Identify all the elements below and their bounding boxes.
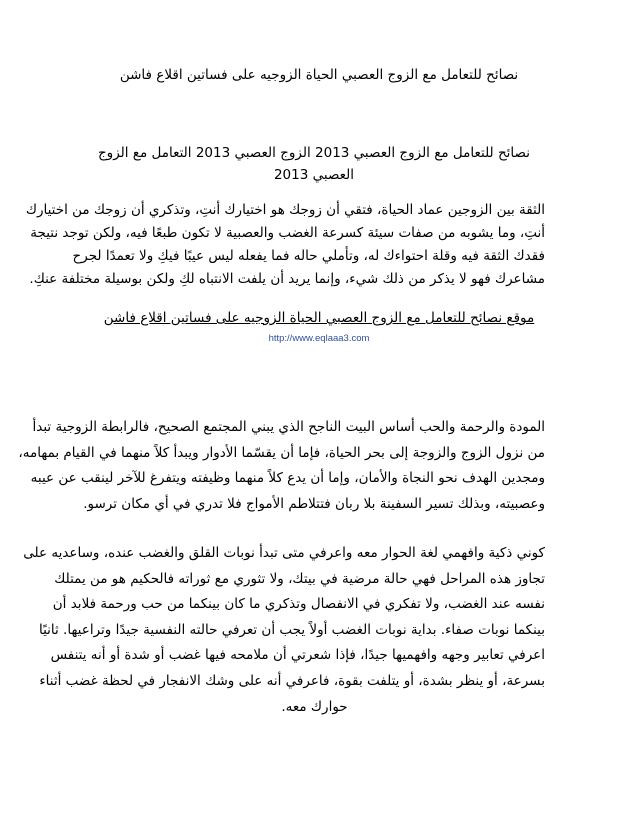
document-title: نصائح للتعامل مع الزوج العصبي الحياة الزوجيه على فساتين اقلاع فاشن: [119, 67, 519, 83]
paragraph-line: من نزول الزوج والزوجة إلى بحر الحياة، فإما أن يقسّما الأدوار ويبدأ كلاً منهما في القيام بمهامه،: [18, 444, 545, 461]
paragraph-line: وعصبيته، وبذلك تسير السفينة بلا ربان فتتلاطم الأمواج فلا تدري في أي مكان ترسو.: [83, 495, 545, 512]
paragraph-trust: [25, 199, 545, 291]
paragraph-line: بسرعة، أو ينظر بشدة، أو يتلفت بقوة، فاعرفي أنه على وشك الانفجار في لحظة غضب أثناء: [39, 672, 545, 689]
document-subtitle: نصائح للتعامل مع الزوج العصبي 2013 الزوج العصبي 2013 التعامل مع الزوج العصبي 2013: [97, 145, 531, 183]
paragraph-line: الثقة بين الزوجين عماد الحياة، فتقي أن زوجك هو اختيارك أنتِ، وتذكري أن زوجك من اختيارك: [25, 202, 545, 218]
paragraph-love: [18, 415, 545, 517]
paragraph-advice: [23, 541, 545, 720]
paragraph-line: فقدك الثقة فيه وقلة احتواءك له، وتأملي حاله فما يفعله ليس عيبًا فيكِ ولا تعمدًا لجرح: [72, 248, 545, 264]
paragraph-line: نفسه عند الغضب، ولا تفكري في الانفصال وتذكري ما كان بينكما من حب ورحمة فلابد أن: [52, 596, 545, 613]
source-url[interactable]: http://www.eqlaaa3.com: [268, 333, 370, 344]
paragraph-line: ومجدين الهدف نحو النجاة والأمان، وإما أن يدع كلاً منهما وظيفته ويتفرغ للآخر لينقب عن عيبه: [30, 470, 545, 486]
paragraph-line: مشاعرك فهو لا يذكر من ذلك شيء، وإنما يريد أن يلفت الانتباه لكِ ولكن بوسيلة مختلفة عنكِ.: [29, 271, 545, 287]
paragraph-line: اعرفي تعابير وجهه وافهميها جيدًا، فإذا شعرتي أن ملامحه فيها غضب أو شدة أو أنه يتنفس: [50, 647, 545, 664]
source-link[interactable]: موقع نصائح للتعامل مع الزوج العصبي الحياة الزوجيه على فساتين اقلاع فاشن: [103, 310, 535, 326]
paragraph-line: المودة والرحمة والحب أساس البيت الناجح الذي يبني المجتمع الصحيح، فالرابطة الزوجية تبدأ: [32, 419, 545, 435]
paragraph-line: تجاوز هذه المراحل فهي حالة مرضية في بيتك، ولا تثوري مع ثوراته فالحكيم هو من يمتلك: [54, 570, 545, 587]
paragraph-line: حوارك معه.: [281, 698, 348, 715]
paragraph-line: أنتِ، وما يشوبه من صفات سيئة كسرعة الغضب والعصبية لا تكون طبعًا فيه، ولكن توجد نتيجة: [30, 225, 545, 241]
paragraph-line: كوني ذكية وافهمي لغة الحوار معه واعرفي متى تبدأ نوبات القلق والغضب عنده، وساعديه على: [23, 545, 545, 561]
paragraph-line: بينكما نوبات صفاء. بداية نوبات الغضب أولاً يجب أن تعرفي حالته النفسية جيدًا وتراعيها. ثانيًا: [38, 621, 545, 638]
